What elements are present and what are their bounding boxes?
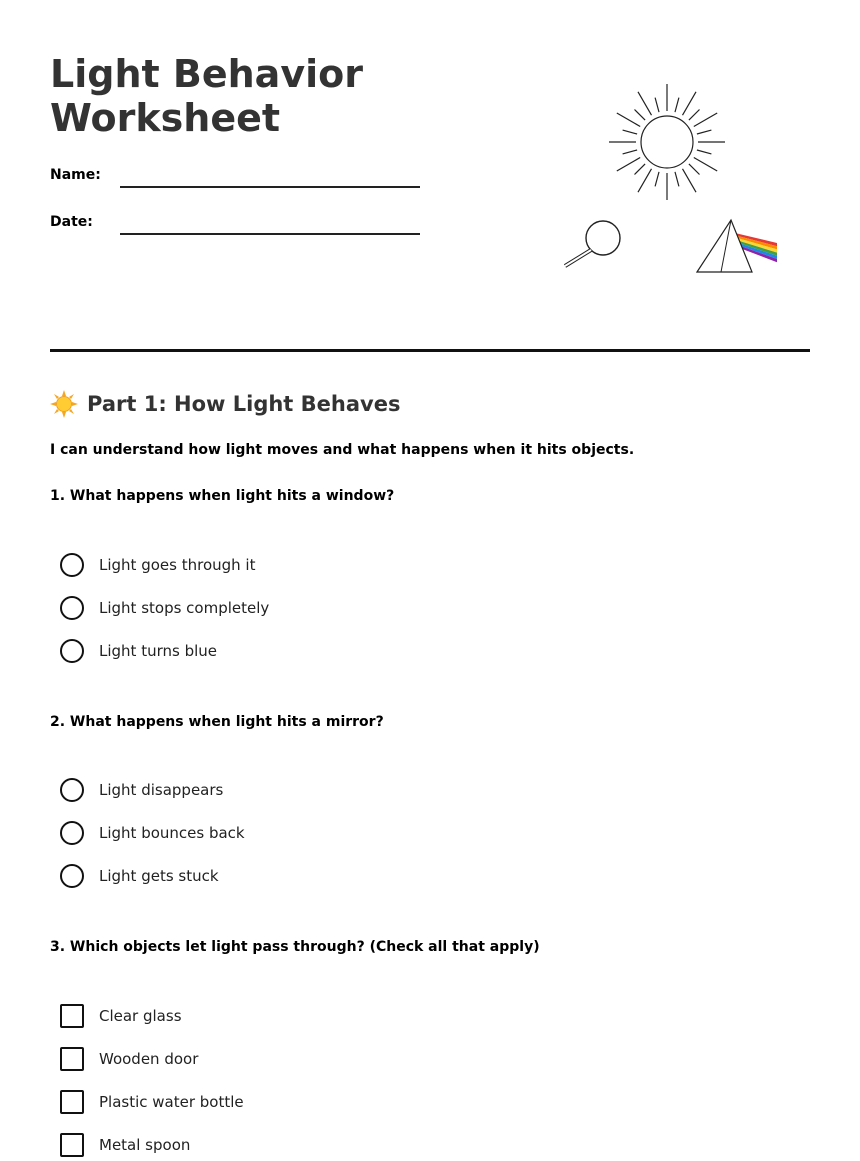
sun-ray — [675, 98, 679, 113]
radio-button[interactable] — [60, 821, 84, 845]
question-1: 1. What happens when light hits a window? — [50, 488, 395, 504]
magnifying-glass-icon — [565, 221, 620, 266]
sun-ray — [697, 130, 712, 134]
illustrations-svg — [555, 80, 785, 280]
q3-option-1[interactable] — [60, 1003, 182, 1029]
sun-ray — [623, 150, 638, 154]
option-label: Wooden door — [99, 1050, 199, 1068]
sun-ray — [655, 98, 659, 113]
option-label: Clear glass — [99, 1007, 182, 1025]
option-label: Metal spoon — [99, 1136, 191, 1154]
radio-button[interactable] — [60, 864, 84, 888]
sun-ray — [635, 110, 646, 121]
checkbox[interactable] — [60, 1004, 84, 1028]
option-label: Light bounces back — [99, 824, 245, 842]
sun-ray — [697, 150, 712, 154]
question-3: 3. Which objects let light pass through? (Check all that apply) — [50, 939, 540, 955]
option-label: Light goes through it — [99, 556, 256, 574]
sun-ray — [623, 130, 638, 134]
q2-option-2[interactable] — [60, 820, 245, 846]
sun-ray — [683, 169, 697, 192]
sun-ray — [635, 164, 646, 175]
header-illustrations — [555, 80, 785, 280]
sun-icon — [609, 84, 725, 200]
part1-heading — [50, 388, 400, 420]
q3-option-4[interactable] — [60, 1132, 190, 1158]
sun-ray — [694, 158, 717, 172]
page-title: Light Behavior Worksheet — [50, 52, 363, 140]
sun-ray — [675, 172, 679, 187]
name-label: Name: — [50, 167, 101, 183]
name-field-row — [50, 166, 430, 196]
date-field-row — [50, 213, 430, 243]
q1-option-3[interactable] — [60, 638, 217, 664]
checkbox[interactable] — [60, 1133, 84, 1157]
date-label: Date: — [50, 214, 93, 230]
option-label: Light stops completely — [99, 599, 270, 617]
learning-objective: I can understand how light moves and what happens when it hits objects. — [50, 442, 635, 458]
header-divider — [50, 349, 810, 352]
question-2: 2. What happens when light hits a mirror? — [50, 714, 384, 730]
radio-button[interactable] — [60, 553, 84, 577]
sun-ray — [655, 172, 659, 187]
name-input-line[interactable] — [120, 186, 420, 188]
q3-option-2[interactable] — [60, 1046, 198, 1072]
sun-ray — [638, 92, 652, 115]
sun-ray — [683, 92, 697, 115]
option-label: Light turns blue — [99, 642, 218, 660]
q1-option-2[interactable] — [60, 595, 269, 621]
q2-option-3[interactable] — [60, 863, 219, 889]
checkbox[interactable] — [60, 1090, 84, 1114]
prism-rainbow-icon — [697, 220, 777, 272]
q1-option-1[interactable] — [60, 552, 255, 578]
part1-heading-text: Part 1: How Light Behaves — [87, 392, 401, 416]
sun-ray — [689, 110, 700, 121]
checkbox[interactable] — [60, 1047, 84, 1071]
sun-ray — [617, 158, 640, 172]
q3-option-3[interactable] — [60, 1089, 244, 1115]
sun-ray — [694, 113, 717, 127]
radio-button[interactable] — [60, 596, 84, 620]
option-label: Plastic water bottle — [99, 1093, 244, 1111]
date-input-line[interactable] — [120, 233, 420, 235]
sun-ray — [638, 169, 652, 192]
radio-button[interactable] — [60, 778, 84, 802]
radio-button[interactable] — [60, 639, 84, 663]
q2-option-1[interactable] — [60, 777, 223, 803]
sun-emoji-icon — [50, 390, 78, 418]
sun-ray — [617, 113, 640, 127]
option-label: Light gets stuck — [99, 867, 219, 885]
option-label: Light disappears — [99, 781, 224, 799]
sun-ray — [689, 164, 700, 175]
